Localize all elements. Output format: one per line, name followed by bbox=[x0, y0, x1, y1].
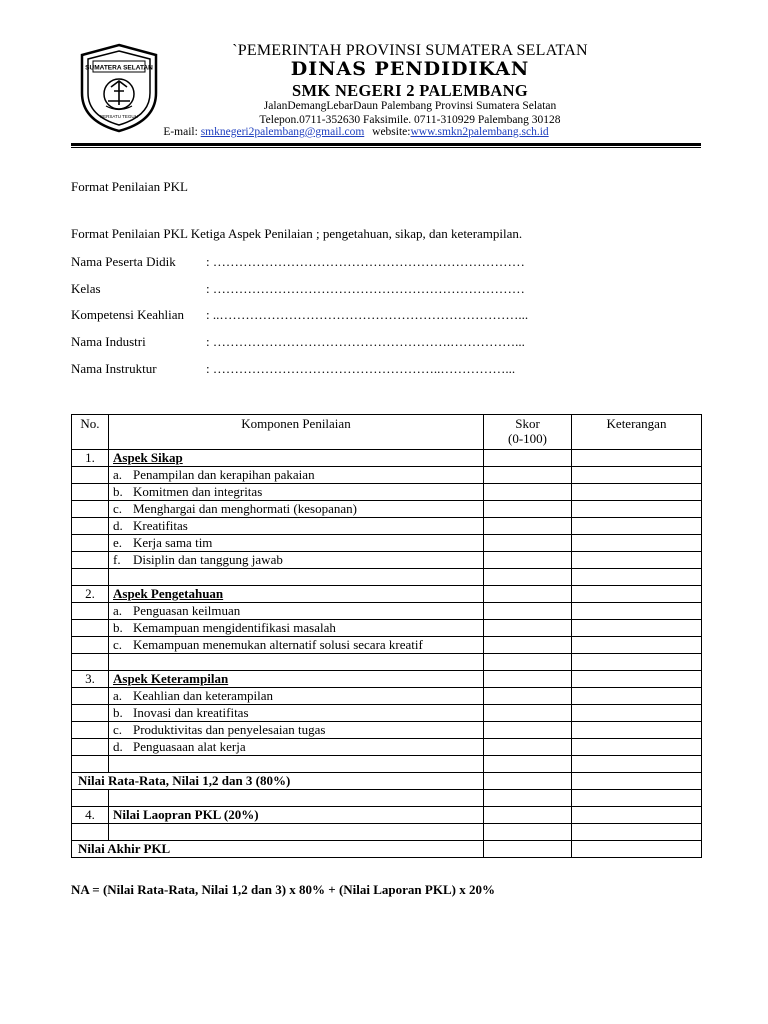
criterion: b. Kemampuan mengidentifikasi masalah bbox=[109, 620, 484, 637]
field-value-industri[interactable]: : ……………………………………………….……………... bbox=[206, 334, 525, 349]
table-row bbox=[72, 586, 702, 603]
criterion: a. Penguasan keilmuan bbox=[109, 603, 484, 620]
field-value-kompetensi[interactable]: : ..……………………………………………………………... bbox=[206, 307, 529, 322]
table-row bbox=[72, 688, 702, 705]
score-cell[interactable] bbox=[484, 807, 572, 824]
nilai-rata-label: Nilai Rata-Rata, Nilai 1,2 dan 3 (80%) bbox=[72, 773, 484, 790]
table-row bbox=[72, 671, 702, 688]
score-cell[interactable] bbox=[484, 654, 572, 671]
header-divider-thick bbox=[71, 143, 701, 146]
header-skor: Skor (0-100) bbox=[484, 415, 572, 450]
row-no: 4. bbox=[72, 807, 109, 824]
criterion: a. Keahlian dan keterampilan bbox=[109, 688, 484, 705]
score-cell[interactable] bbox=[484, 467, 572, 484]
table-row-blank bbox=[72, 824, 702, 841]
table-row bbox=[72, 603, 702, 620]
criterion: d. Penguasaan alat kerja bbox=[109, 739, 484, 756]
aspek-pengetahuan-title: Aspek Pengetahuan bbox=[109, 586, 484, 603]
table-row-blank bbox=[72, 790, 702, 807]
row-no: 3. bbox=[72, 671, 109, 688]
aspek-sikap-title: Aspek Sikap bbox=[109, 450, 484, 467]
table-row bbox=[72, 484, 702, 501]
header-keterangan: Keterangan bbox=[572, 415, 702, 450]
field-value-kelas[interactable]: : ……………………………………………………………… bbox=[206, 281, 525, 296]
criterion: c. Produktivitas dan penyelesaian tugas bbox=[109, 722, 484, 739]
table-row bbox=[72, 467, 702, 484]
header-contact bbox=[56, 126, 656, 138]
criterion: d. Kreatifitas bbox=[109, 518, 484, 535]
form-title: Format Penilaian PKL bbox=[71, 179, 188, 194]
note-cell[interactable] bbox=[572, 705, 702, 722]
score-cell[interactable] bbox=[484, 824, 572, 841]
svg-text:SUMATERA SELATAN: SUMATERA SELATAN bbox=[85, 64, 153, 72]
field-value-nama-peserta[interactable]: : ……………………………………………………………… bbox=[206, 254, 525, 269]
table-row-blank bbox=[72, 756, 702, 773]
email-label: E-mail: bbox=[163, 126, 198, 138]
note-cell[interactable] bbox=[572, 773, 702, 790]
note-cell[interactable] bbox=[572, 484, 702, 501]
table-row bbox=[72, 501, 702, 518]
score-cell[interactable] bbox=[484, 705, 572, 722]
header-phone: Telepon.0711-352630 Faksimile. 0711-310929 Palembang 30128 bbox=[259, 114, 561, 126]
note-cell[interactable] bbox=[572, 756, 702, 773]
note-cell[interactable] bbox=[572, 824, 702, 841]
score-cell[interactable] bbox=[484, 739, 572, 756]
note-cell[interactable] bbox=[572, 739, 702, 756]
note-cell[interactable] bbox=[572, 603, 702, 620]
final-score-formula: NA = (Nilai Rata-Rata, Nilai 1,2 dan 3) x 80% + (Nilai Laporan PKL) x 20% bbox=[71, 882, 495, 897]
website-label: website: bbox=[372, 126, 411, 138]
score-cell[interactable] bbox=[484, 790, 572, 807]
criterion: a. Penampilan dan kerapihan pakaian bbox=[109, 467, 484, 484]
field-label-industri: Nama Industri bbox=[71, 334, 146, 349]
criterion: b. Komitmen dan integritas bbox=[109, 484, 484, 501]
score-cell[interactable] bbox=[484, 688, 572, 705]
score-cell[interactable] bbox=[484, 773, 572, 790]
score-cell[interactable] bbox=[484, 722, 572, 739]
note-cell[interactable] bbox=[572, 569, 702, 586]
nilai-akhir-label: Nilai Akhir PKL bbox=[72, 841, 484, 858]
header-government: `PEMERINTAH PROVINSI SUMATERA SELATAN bbox=[232, 42, 588, 59]
table-row bbox=[72, 518, 702, 535]
table-row bbox=[72, 722, 702, 739]
note-cell[interactable] bbox=[572, 654, 702, 671]
note-cell[interactable] bbox=[572, 671, 702, 688]
header-no: No. bbox=[72, 415, 109, 450]
note-cell[interactable] bbox=[572, 586, 702, 603]
note-cell[interactable] bbox=[572, 790, 702, 807]
laporan-label: Nilai Laopran PKL (20%) bbox=[109, 807, 484, 824]
table-row bbox=[72, 450, 702, 467]
score-cell[interactable] bbox=[484, 569, 572, 586]
criterion: f. Disiplin dan tanggung jawab bbox=[109, 552, 484, 569]
field-label-kompetensi: Kompetensi Keahlian bbox=[71, 307, 184, 322]
note-cell[interactable] bbox=[572, 518, 702, 535]
table-row-blank bbox=[72, 654, 702, 671]
criterion: e. Kerja sama tim bbox=[109, 535, 484, 552]
row-no: 1. bbox=[72, 450, 109, 467]
note-cell[interactable] bbox=[572, 467, 702, 484]
table-row-final bbox=[72, 841, 702, 858]
criterion: c. Kemampuan menemukan alternatif solusi secara kreatif bbox=[109, 637, 484, 654]
table-row-blank bbox=[72, 569, 702, 586]
row-no: 2. bbox=[72, 586, 109, 603]
field-label-kelas: Kelas bbox=[71, 281, 101, 296]
table-row bbox=[72, 535, 702, 552]
score-cell[interactable] bbox=[484, 603, 572, 620]
header-school-name: SMK NEGERI 2 PALEMBANG bbox=[292, 81, 528, 100]
note-cell[interactable] bbox=[572, 841, 702, 858]
table-row bbox=[72, 705, 702, 722]
note-cell[interactable] bbox=[572, 450, 702, 467]
aspek-keterampilan-title: Aspek Keterampilan bbox=[109, 671, 484, 688]
field-label-instruktur: Nama Instruktur bbox=[71, 361, 157, 376]
criterion: b. Inovasi dan kreatifitas bbox=[109, 705, 484, 722]
table-header-row bbox=[72, 415, 702, 450]
table-row bbox=[72, 620, 702, 637]
note-cell[interactable] bbox=[572, 637, 702, 654]
criterion: c. Menghargai dan menghormati (kesopanan) bbox=[109, 501, 484, 518]
note-cell[interactable] bbox=[572, 535, 702, 552]
table-row-average bbox=[72, 773, 702, 790]
header-divider-thin bbox=[71, 147, 701, 148]
website-link[interactable]: www.smkn2palembang.sch.id bbox=[410, 126, 549, 138]
score-cell[interactable] bbox=[484, 637, 572, 654]
table-row bbox=[72, 637, 702, 654]
table-row bbox=[72, 807, 702, 824]
header-komponen: Komponen Penilaian bbox=[109, 415, 484, 450]
note-cell[interactable] bbox=[572, 722, 702, 739]
table-row bbox=[72, 552, 702, 569]
assessment-table bbox=[71, 414, 702, 858]
score-cell[interactable] bbox=[484, 450, 572, 467]
score-cell[interactable] bbox=[484, 501, 572, 518]
score-cell[interactable] bbox=[484, 841, 572, 858]
note-cell[interactable] bbox=[572, 501, 702, 518]
note-cell[interactable] bbox=[572, 688, 702, 705]
score-cell[interactable] bbox=[484, 484, 572, 501]
form-intro: Format Penilaian PKL Ketiga Aspek Penilaian ; pengetahuan, sikap, dan keterampilan. bbox=[71, 226, 523, 241]
score-cell[interactable] bbox=[484, 518, 572, 535]
header-address: JalanDemangLebarDaun Palembang Provinsi Sumatera Selatan bbox=[263, 100, 557, 112]
score-cell[interactable] bbox=[484, 586, 572, 603]
note-cell[interactable] bbox=[572, 807, 702, 824]
note-cell[interactable] bbox=[572, 620, 702, 637]
field-value-instruktur[interactable]: : ……………………………………………..……………... bbox=[206, 361, 516, 376]
email-link[interactable]: smknegeri2palembang@gmail.com bbox=[200, 126, 365, 138]
header-department: DINAS PENDIDIKAN bbox=[290, 58, 530, 80]
score-cell[interactable] bbox=[484, 671, 572, 688]
score-cell[interactable] bbox=[484, 756, 572, 773]
score-cell[interactable] bbox=[484, 535, 572, 552]
table-row bbox=[72, 739, 702, 756]
score-cell[interactable] bbox=[484, 552, 572, 569]
note-cell[interactable] bbox=[572, 552, 702, 569]
score-cell[interactable] bbox=[484, 620, 572, 637]
svg-text:BERSATU TEGUH: BERSATU TEGUH bbox=[100, 114, 138, 119]
field-label-nama-peserta: Nama Peserta Didik bbox=[71, 254, 176, 269]
